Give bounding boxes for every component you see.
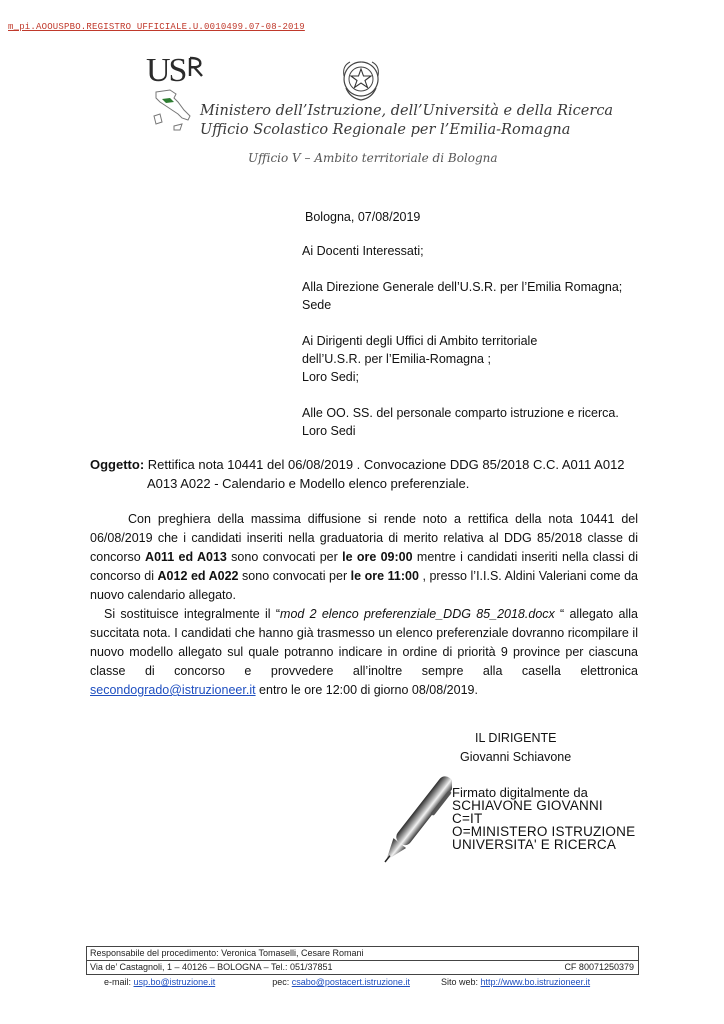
- protocol-stamp: m_pi.AOOUSPBO.REGISTRO UFFICIALE.U.0010499.07-08-2019: [8, 22, 305, 32]
- body-text: Si sostituisce integralmente il “: [104, 607, 281, 621]
- signature-label: Firmato digitalmente da: [452, 785, 588, 800]
- recipient-line: Loro Sedi;: [302, 370, 359, 384]
- letter-date: Bologna, 07/08/2019: [305, 210, 421, 224]
- body-paragraph-1: [90, 510, 638, 605]
- recipient-line: dell’U.S.R. per l’Emilia-Romagna ;: [302, 352, 491, 366]
- signer-block: [460, 729, 571, 767]
- body-text: “ allegato alla succitata nota. I candidati che hanno già trasmesso un elenco preferenziale dovranno ricompilare il nuovo modello allegato sul quale potranno indicare in ordine di priorità 9 province per ciascuna classe di concorso e provvedere all’inoltre sempre alla casella elettronica: [90, 607, 638, 678]
- body-bold: A012 ed A022: [157, 569, 239, 583]
- body-text: entro le ore 12:00 di giorno 08/08/2019.: [255, 683, 478, 697]
- footer-contacts: [104, 977, 590, 987]
- footer-box: [86, 946, 639, 975]
- footer-cf: CF 80071250379: [564, 962, 634, 972]
- letter-body: [90, 510, 638, 700]
- subject-label: Oggetto:: [90, 457, 145, 472]
- usr-logo: [146, 52, 206, 90]
- body-text: Con preghiera della massima diffusione si rende noto a rettifica della nota 10441 del 06/08/2019 che i candidati inseriti nella graduatoria di merito relativa al DDG 85/2018 classe di concorso: [90, 512, 638, 564]
- footer-responsible: Responsabile del procedimento: Veronica Tomaselli, Cesare Romani: [90, 948, 364, 958]
- body-text: sono convocati per: [226, 550, 343, 564]
- recipient-line: Alle OO. SS. del personale comparto istruzione e ricerca.: [302, 406, 619, 420]
- pec-label: pec:: [272, 977, 292, 987]
- body-bold: le ore 11:00: [350, 569, 419, 583]
- body-text: mentre i candidati inseriti nella classi di concorso di: [90, 550, 639, 583]
- recipient-line: Ai Dirigenti degli Uffici di Ambito territoriale: [302, 334, 538, 348]
- ufficio-name: Ufficio V – Ambito territoriale di Bologna: [248, 151, 498, 165]
- recipient-line: Loro Sedi: [302, 424, 356, 438]
- subject-line-2: A013 A022 - Calendario e Modello elenco preferenziale.: [147, 476, 470, 491]
- pen-icon: [382, 773, 452, 869]
- body-text: , presso l’I.I.S. Aldini Valeriani come da nuovo calendario allegato.: [90, 569, 638, 602]
- footer-address: Via de’ Castagnoli, 1 – 40126 – BOLOGNA – Tel.: 051/37851: [90, 962, 333, 972]
- body-bold: A011 ed A013: [145, 550, 227, 564]
- footer-pec-link[interactable]: csabo@postacert.istruzione.it: [291, 977, 410, 987]
- footer-address-row: [87, 960, 638, 974]
- digital-signature: [452, 786, 635, 851]
- signature-org-1: O=MINISTERO ISTRUZIONE: [452, 824, 636, 839]
- signer-title: IL DIRIGENTE: [475, 731, 557, 745]
- subject-line-1: Rettifica nota 10441 del 06/08/2019 . Convocazione DDG 85/2018 C.C. A011 A012: [147, 457, 625, 472]
- body-paragraph-2: [90, 605, 638, 700]
- body-text: sono convocati per: [238, 569, 351, 583]
- signature-org-2: UNIVERSITA' E RICERCA: [452, 837, 617, 852]
- ministry-name: Ministero dell’Istruzione, dell’Università e della Ricerca: [200, 103, 614, 119]
- footer-email-link[interactable]: usp.bo@istruzione.it: [133, 977, 216, 987]
- recipient-line: Sede: [302, 298, 332, 312]
- signature-country: C=IT: [452, 811, 483, 826]
- usr-logo-text: US: [146, 52, 186, 89]
- signer-name: Giovanni Schiavone: [460, 750, 572, 764]
- recipient-line: Ai Docenti Interessati;: [302, 244, 424, 258]
- email-label: e-mail:: [104, 977, 134, 987]
- attachment-filename: mod 2 elenco preferenziale_DDG 85_2018.docx: [280, 607, 555, 621]
- republic-emblem-icon: [340, 56, 382, 102]
- signature-name: SCHIAVONE GIOVANNI: [452, 798, 603, 813]
- footer-web-link[interactable]: http://www.bo.istruzioneer.it: [480, 977, 591, 987]
- recipients-block: [302, 242, 622, 440]
- body-bold: le ore 09:00: [342, 550, 413, 564]
- office-name: Ufficio Scolastico Regionale per l’Emilia-Romagna: [200, 122, 571, 138]
- italy-map-icon: [148, 88, 194, 134]
- subject-block: [90, 455, 625, 493]
- web-label: Sito web:: [440, 977, 481, 987]
- email-link[interactable]: secondogrado@istruzioneer.it: [90, 683, 256, 697]
- recipient-line: Alla Direzione Generale dell’U.S.R. per l’Emilia Romagna;: [302, 280, 623, 294]
- logo-r-icon: [188, 56, 206, 78]
